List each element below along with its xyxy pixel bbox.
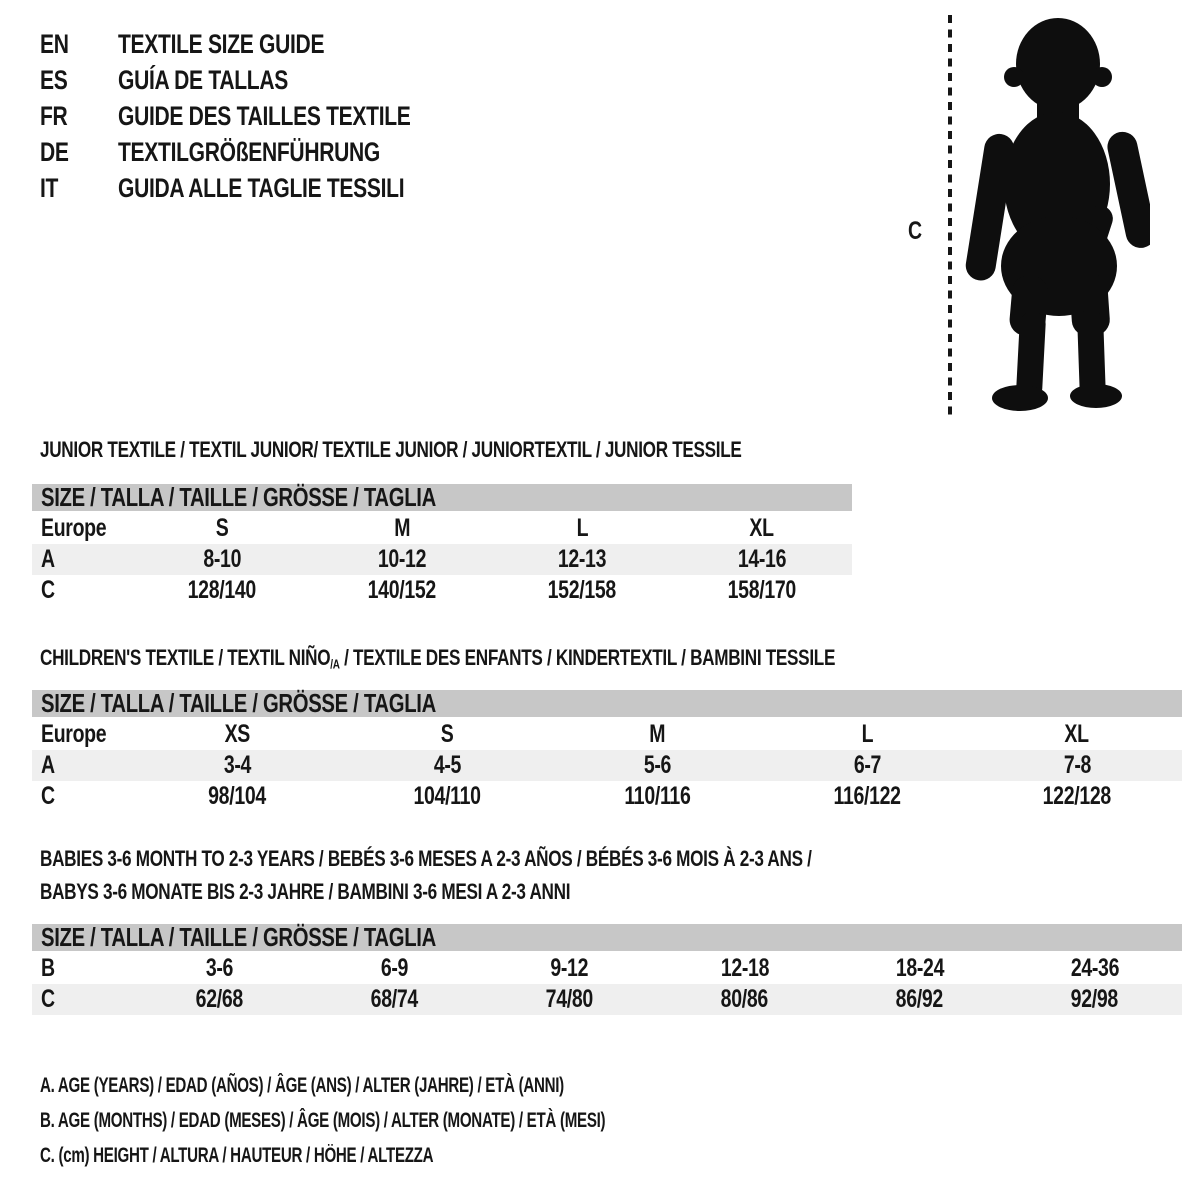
- language-title: GUÍA DE TALLAS: [118, 64, 288, 95]
- language-code-text: DE: [40, 136, 69, 167]
- size-cell: M: [649, 720, 665, 748]
- language-row-it: [40, 170, 493, 206]
- size-table-header: [32, 690, 1182, 717]
- size-cell: M: [394, 514, 410, 542]
- footnote-b: B. AGE (MONTHS) / EDAD (MESES) / ÂGE (MOIS) / ALTER (MONATE) / ETÀ (MESI): [40, 1108, 606, 1132]
- size-cell: 62/68: [195, 985, 244, 1013]
- size-cell: 74/80: [545, 985, 594, 1013]
- size-cell: XL: [749, 514, 775, 542]
- language-title-block: [40, 26, 493, 206]
- language-row-en: [40, 26, 493, 62]
- size-cell: L: [576, 514, 588, 542]
- size-header-label: SIZE / TALLA / TAILLE / GRÖSSE / TAGLIA: [41, 482, 436, 512]
- section-title-junior: [40, 437, 939, 463]
- row-label: C: [41, 576, 55, 604]
- size-cell: 6-7: [853, 751, 881, 779]
- table-row-europe: [32, 513, 852, 544]
- size-cell: 98/104: [208, 782, 266, 810]
- size-cell: 12-18: [720, 954, 769, 982]
- table-row-europe: [32, 719, 1182, 750]
- size-cell: 8-10: [203, 545, 241, 573]
- size-cell: 3-4: [223, 751, 251, 779]
- size-cell: 92/98: [1070, 985, 1119, 1013]
- size-cell: 14-16: [737, 545, 787, 573]
- size-cell: 158/170: [727, 576, 797, 604]
- table-row-b: [32, 953, 1182, 984]
- size-cell: 110/116: [623, 782, 691, 810]
- size-cell: 128/140: [187, 576, 257, 604]
- size-header-label: SIZE / TALLA / TAILLE / GRÖSSE / TAGLIA: [41, 922, 436, 952]
- language-code: [40, 29, 118, 60]
- size-cell: 6-9: [380, 954, 409, 982]
- language-code: [40, 173, 118, 204]
- size-table-header: [32, 484, 852, 511]
- size-cell: 122/128: [1042, 782, 1112, 810]
- language-title: GUIDE DES TAILLES TEXTILE: [118, 100, 411, 131]
- language-row-es: [40, 62, 493, 98]
- size-cell: 152/158: [547, 576, 617, 604]
- section-title-babies-line2: BABYS 3-6 MONATE BIS 2-3 JAHRE / BAMBINI 3-6 MESI A 2-3 ANNI: [40, 878, 571, 904]
- size-cell: 4-5: [433, 751, 461, 779]
- size-cell: 116/122: [833, 782, 901, 810]
- language-code: [40, 137, 118, 168]
- row-label: A: [41, 751, 55, 779]
- size-table-header: [32, 924, 1182, 951]
- section-title-babies-line1: BABIES 3-6 MONTH TO 2-3 YEARS / BEBÉS 3-6 MESES A 2-3 AÑOS / BÉBÉS 3-6 MOIS À 2-3 ANS /: [40, 845, 812, 871]
- language-title: TEXTILE SIZE GUIDE: [118, 28, 325, 59]
- row-label: C: [41, 782, 55, 810]
- size-cell: 10-12: [377, 545, 427, 573]
- language-code-text: FR: [40, 100, 68, 131]
- size-cell: 80/86: [720, 985, 769, 1013]
- language-title: TEXTILGRÖßENFÜHRUNG: [118, 136, 380, 167]
- table-row-a: [32, 750, 1182, 781]
- table-row-c: [32, 575, 852, 606]
- language-code-text: ES: [40, 64, 68, 95]
- size-cell: 12-13: [557, 545, 607, 573]
- size-cell: 24-36: [1070, 954, 1119, 982]
- height-measure-label: C: [908, 217, 922, 245]
- row-label: Europe: [41, 720, 107, 748]
- toddler-figure: [935, 10, 1150, 425]
- section-title-children: [40, 645, 1059, 672]
- row-label: A: [41, 545, 55, 573]
- language-code: [40, 65, 118, 96]
- table-row-c: [32, 984, 1182, 1015]
- footnote-a: A. AGE (YEARS) / EDAD (AÑOS) / ÂGE (ANS) / ALTER (JAHRE) / ETÀ (ANNI): [40, 1073, 564, 1097]
- size-cell: S: [215, 514, 229, 542]
- size-cell: S: [440, 720, 454, 748]
- row-label: C: [41, 985, 55, 1013]
- size-header-label: SIZE / TALLA / TAILLE / GRÖSSE / TAGLIA: [41, 688, 436, 718]
- size-cell: 7-8: [1063, 751, 1091, 779]
- size-cell: L: [861, 720, 873, 748]
- size-cell: 3-6: [205, 954, 234, 982]
- section-title-babies: [40, 842, 1029, 908]
- table-row-c: [32, 781, 1182, 812]
- size-cell: 18-24: [895, 954, 944, 982]
- language-row-de: [40, 134, 493, 170]
- size-cell: 9-12: [550, 954, 589, 982]
- size-cell: 68/74: [370, 985, 419, 1013]
- size-cell: 86/92: [895, 985, 944, 1013]
- language-title: GUIDA ALLE TAGLIE TESSILI: [118, 172, 405, 203]
- toddler-silhouette-icon: [935, 10, 1150, 425]
- section-title-children-text: CHILDREN'S TEXTILE / TEXTIL $NIÑO_{/A}$ / TEXTILE DES ENFANTS / KINDERTEXTIL / BAMBINI TESSILE: [40, 645, 836, 672]
- size-table-babies: [32, 924, 1182, 1015]
- size-cell: 140/152: [367, 576, 437, 604]
- language-code-text: EN: [40, 28, 69, 59]
- language-code: [40, 101, 118, 132]
- size-cell: 5-6: [643, 751, 671, 779]
- footnote-c: C. (cm) HEIGHT / ALTURA / HAUTEUR / HÖHE / ALTEZZA: [40, 1143, 434, 1167]
- language-row-fr: [40, 98, 493, 134]
- language-code-text: IT: [40, 172, 59, 203]
- size-table-children: [32, 690, 1182, 812]
- row-label: B: [41, 954, 55, 982]
- size-cell: XS: [224, 720, 250, 748]
- size-table-junior: [32, 484, 852, 606]
- table-row-a: [32, 544, 852, 575]
- size-cell: XL: [1064, 720, 1090, 748]
- toddler-silhouette: [964, 18, 1150, 411]
- row-label: Europe: [41, 514, 107, 542]
- section-title-junior-text: JUNIOR TEXTILE / TEXTIL JUNIOR/ TEXTILE JUNIOR / JUNIORTEXTIL / JUNIOR TESSILE: [40, 437, 742, 462]
- nino-a-subscript: /A: [330, 656, 340, 672]
- footnote-block: [40, 1068, 825, 1173]
- size-cell: 104/110: [413, 782, 481, 810]
